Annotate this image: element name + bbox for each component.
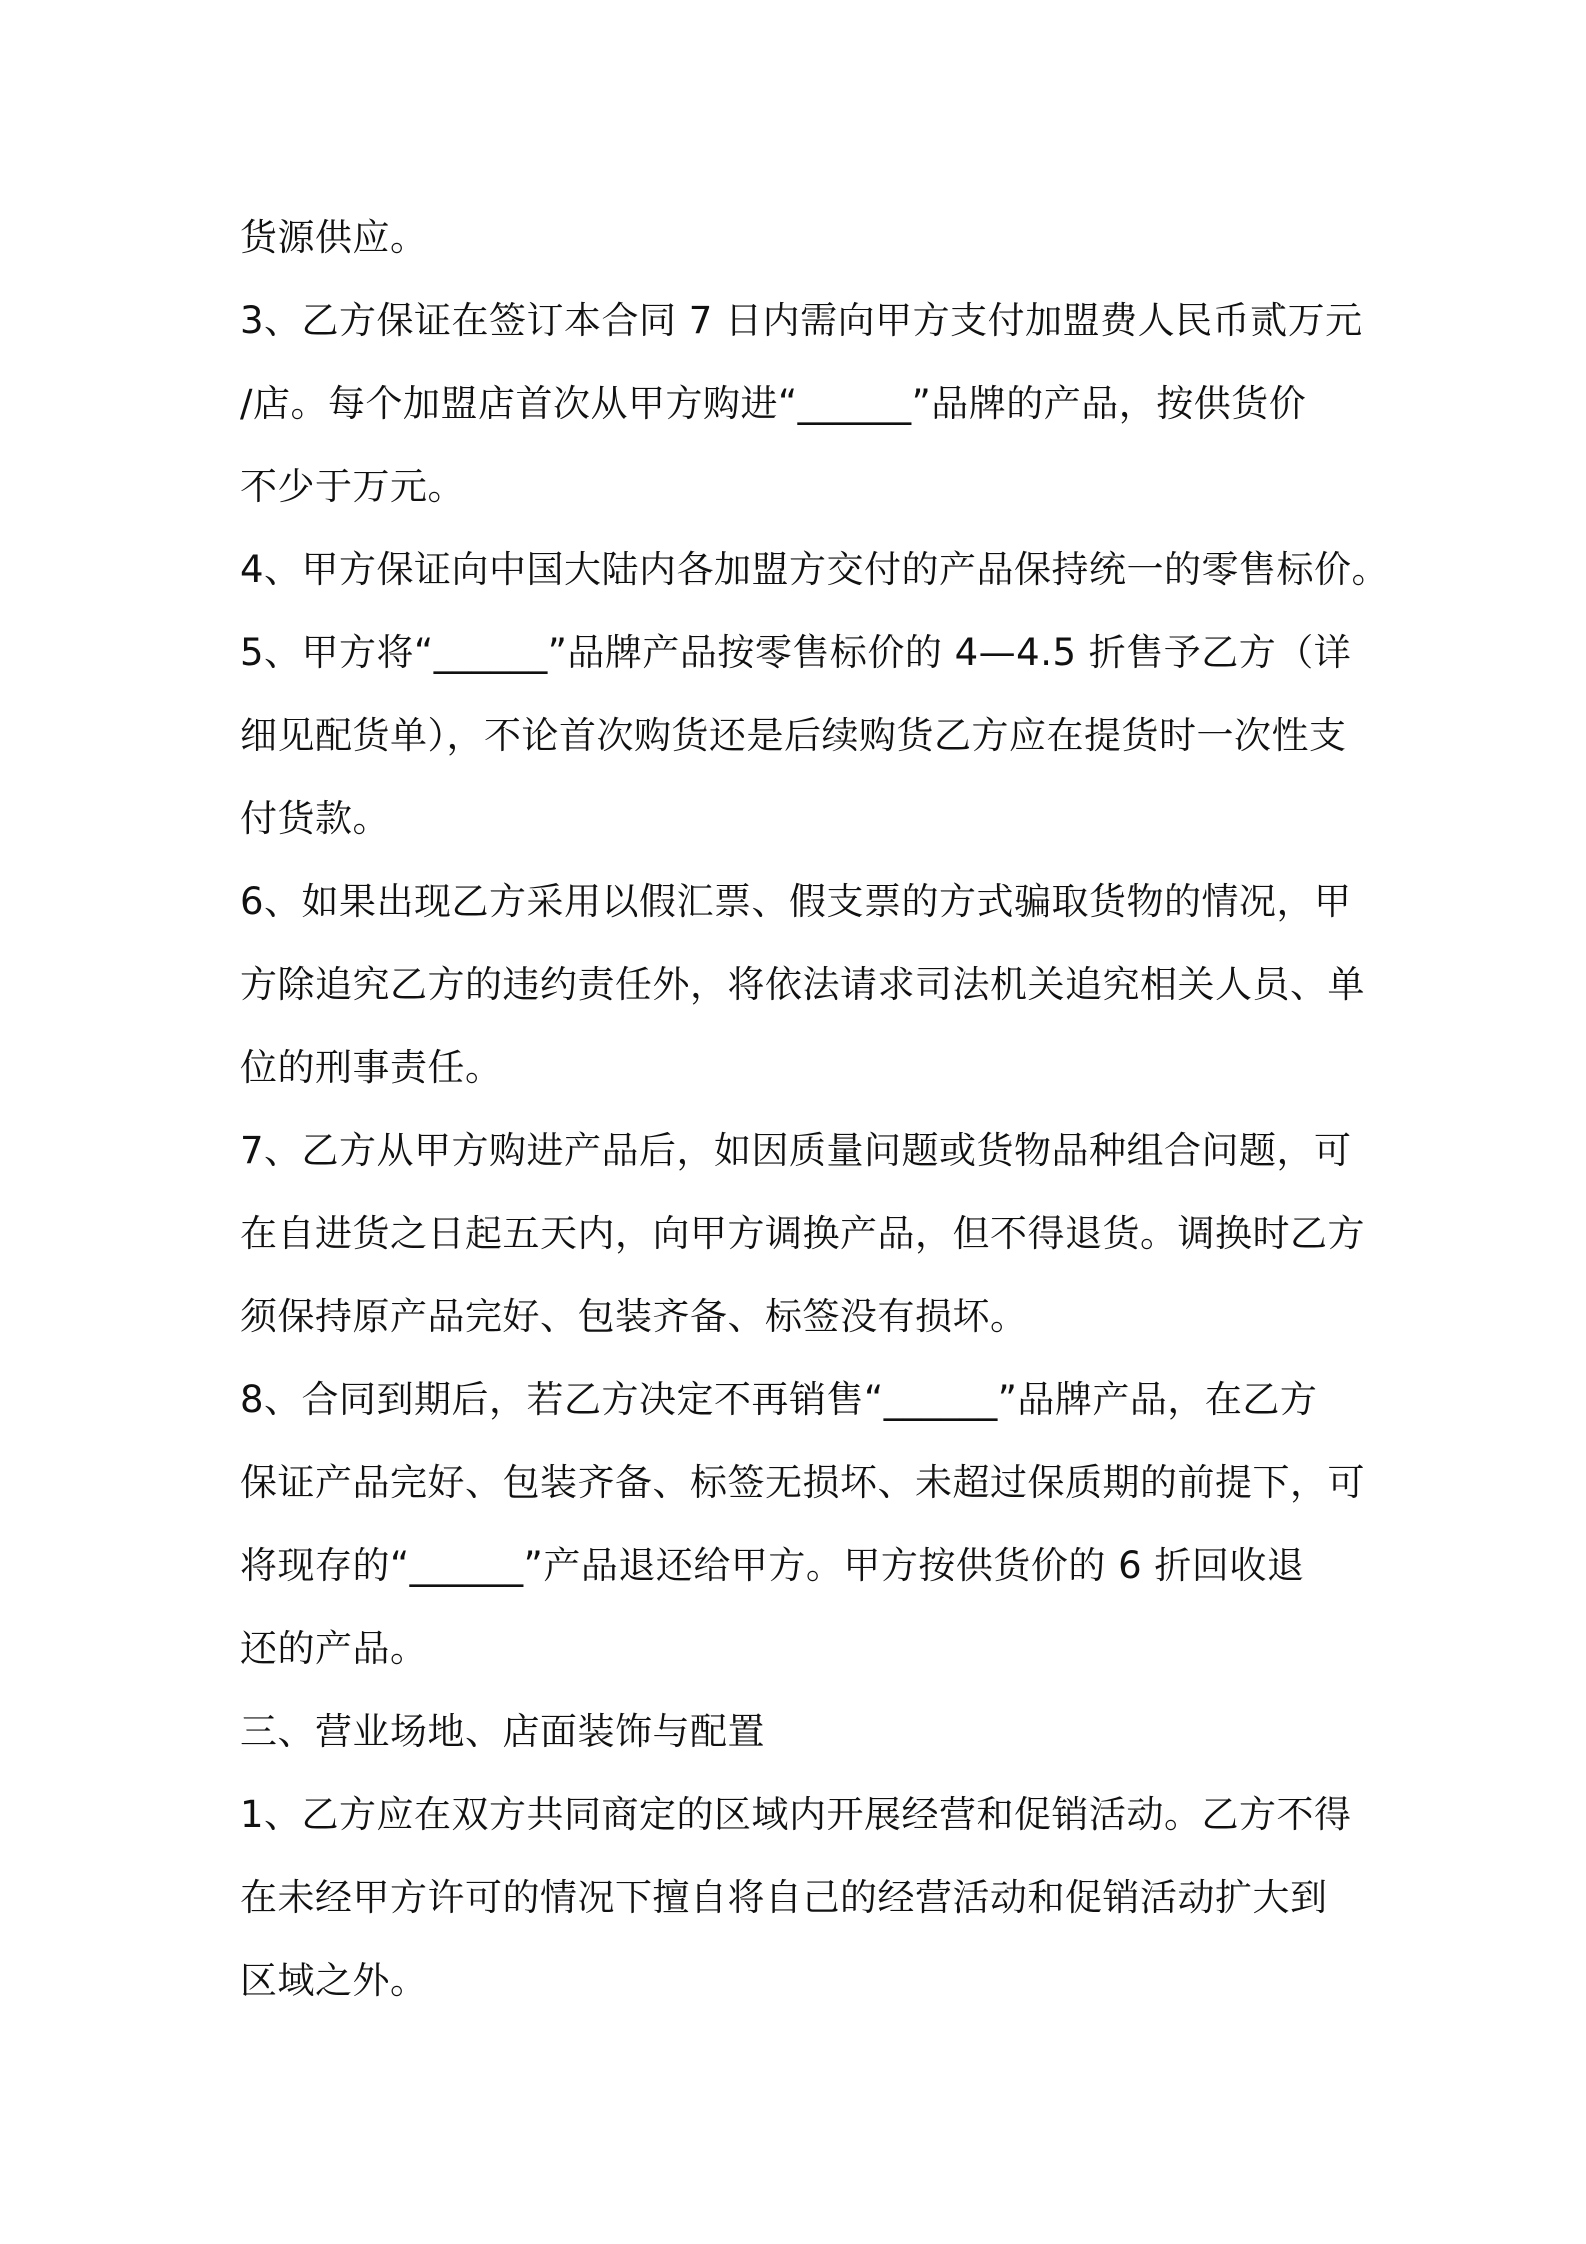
text-line: 将现存的“______”产品退还给甲方。甲方按供货价的 6 折回收退 — [240, 1544, 1305, 1587]
text-line: 6、如果出现乙方采用以假汇票、假支票的方式骗取货物的情况，甲 — [240, 880, 1352, 923]
document-body — [240, 196, 1390, 2022]
section-heading: 三、营业场地、店面装饰与配置 — [240, 1710, 765, 1753]
text-line: 不少于万元。 — [240, 465, 465, 508]
text-line: 细见配货单），不论首次购货还是后续购货乙方应在提货时一次性支 — [240, 714, 1347, 757]
text-line: 1、乙方应在双方共同商定的区域内开展经营和促销活动。乙方不得 — [240, 1793, 1352, 1836]
text-line: 7、乙方从甲方购进产品后，如因质量问题或货物品种组合问题，可 — [240, 1129, 1352, 1172]
text-line: 3、乙方保证在签订本合同 7 日内需向甲方支付加盟费人民币贰万元 — [240, 299, 1363, 342]
text-line: 8、合同到期后，若乙方决定不再销售“______”品牌产品，在乙方 — [240, 1378, 1318, 1421]
text-line: 须保持原产品完好、包装齐备、标签没有损坏。 — [240, 1295, 1028, 1338]
text-line: 区域之外。 — [240, 1959, 428, 2002]
text-line: 5、甲方将“______”品牌产品按零售标价的 4—4.5 折售予乙方（详 — [240, 631, 1352, 674]
text-line: 付货款。 — [240, 797, 390, 840]
text-line: 在自进货之日起五天内，向甲方调换产品，但不得退货。调换时乙方 — [240, 1212, 1365, 1255]
text-line: 保证产品完好、包装齐备、标签无损坏、未超过保质期的前提下，可 — [240, 1461, 1365, 1504]
text-line: 在未经甲方许可的情况下擅自将自己的经营活动和促销活动扩大到 — [240, 1876, 1328, 1919]
text-line: 货源供应。 — [240, 216, 428, 259]
text-line: 4、甲方保证向中国大陆内各加盟方交付的产品保持统一的零售标价。 — [240, 548, 1390, 591]
text-line: /店。每个加盟店首次从甲方购进“______”品牌的产品，按供货价 — [240, 382, 1307, 425]
text-line: 方除追究乙方的违约责任外，将依法请求司法机关追究相关人员、单 — [240, 963, 1365, 1006]
text-line: 位的刑事责任。 — [240, 1046, 503, 1089]
text-line: 还的产品。 — [240, 1627, 428, 1670]
